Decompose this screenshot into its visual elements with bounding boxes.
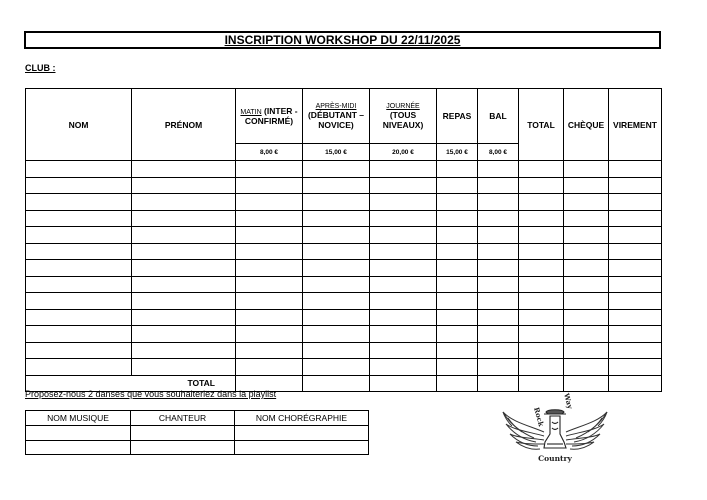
songs-header-row [26, 411, 369, 426]
entry-cell[interactable] [437, 161, 478, 178]
entry-row [26, 210, 662, 227]
entry-cell[interactable] [370, 227, 437, 244]
price-journee: 20,00 € [370, 144, 437, 161]
entry-cell[interactable] [236, 359, 303, 376]
entry-cell[interactable] [519, 210, 564, 227]
entry-cell[interactable] [609, 293, 662, 310]
entry-cell[interactable] [519, 227, 564, 244]
entry-cell[interactable] [26, 161, 132, 178]
entry-cell[interactable] [132, 260, 236, 277]
entry-cell[interactable] [609, 309, 662, 326]
col-header-apres-midi-main: (DÉBUTANT – NOVICE) [307, 109, 365, 130]
total-cell[interactable] [370, 375, 437, 392]
song-row [26, 440, 369, 455]
entry-cell[interactable] [564, 161, 609, 178]
entry-cell[interactable] [478, 326, 519, 343]
entry-cell[interactable] [437, 260, 478, 277]
entry-cell[interactable] [236, 177, 303, 194]
logo-word-left: Rock [532, 406, 546, 428]
song-cell[interactable] [131, 426, 235, 441]
entry-cell[interactable] [132, 243, 236, 260]
entry-cell[interactable] [236, 243, 303, 260]
col-header-total: TOTAL [519, 89, 564, 161]
entry-cell[interactable] [564, 276, 609, 293]
entry-cell[interactable] [437, 194, 478, 211]
entry-cell[interactable] [236, 342, 303, 359]
entry-cell[interactable] [437, 276, 478, 293]
entry-cell[interactable] [564, 326, 609, 343]
entry-cell[interactable] [609, 194, 662, 211]
song-cell[interactable] [235, 440, 369, 455]
entry-cell[interactable] [519, 326, 564, 343]
playlist-note: Proposez-nous 2 danses que vous souhaiteriez dans la playlist [25, 389, 277, 399]
entry-cell[interactable] [132, 326, 236, 343]
songs-header-choreography: NOM CHORÉGRAPHIE [235, 411, 369, 426]
entry-cell[interactable] [609, 326, 662, 343]
price-repas: 15,00 € [437, 144, 478, 161]
entry-row [26, 161, 662, 178]
song-cell[interactable] [131, 440, 235, 455]
col-header-matin [236, 89, 303, 144]
songs-header-music: NOM MUSIQUE [26, 411, 131, 426]
entry-cell[interactable] [132, 276, 236, 293]
songs-header-singer: CHANTEUR [131, 411, 235, 426]
entry-cell[interactable] [303, 342, 370, 359]
entry-cell[interactable] [303, 227, 370, 244]
entry-cell[interactable] [26, 177, 132, 194]
entry-cell[interactable] [437, 309, 478, 326]
entry-cell[interactable] [437, 359, 478, 376]
entry-cell[interactable] [564, 309, 609, 326]
entry-cell[interactable] [609, 161, 662, 178]
entry-cell[interactable] [609, 359, 662, 376]
col-header-matin-sub: MATIN [240, 109, 262, 116]
entry-row [26, 342, 662, 359]
entry-cell[interactable] [370, 260, 437, 277]
entry-cell[interactable] [370, 293, 437, 310]
entry-row [26, 243, 662, 260]
entry-cell[interactable] [236, 194, 303, 211]
entry-cell[interactable] [26, 243, 132, 260]
song-row [26, 426, 369, 441]
entry-cell[interactable] [132, 359, 236, 376]
col-header-bal: BAL [478, 89, 519, 144]
entry-cell[interactable] [609, 276, 662, 293]
entry-cell[interactable] [370, 243, 437, 260]
entry-cell[interactable] [132, 227, 236, 244]
entry-row [26, 260, 662, 277]
entry-cell[interactable] [437, 342, 478, 359]
entry-cell[interactable] [370, 309, 437, 326]
entry-cell[interactable] [26, 293, 132, 310]
entry-cell[interactable] [370, 326, 437, 343]
entry-cell[interactable] [564, 210, 609, 227]
entry-cell[interactable] [478, 260, 519, 277]
col-header-virement: VIREMENT [609, 89, 662, 161]
entry-cell[interactable] [132, 293, 236, 310]
entry-cell[interactable] [478, 210, 519, 227]
entry-cell[interactable] [609, 260, 662, 277]
logo-word-bottom: Country [538, 454, 572, 463]
col-header-repas: REPAS [437, 89, 478, 144]
entry-row [26, 359, 662, 376]
entry-cell[interactable] [303, 194, 370, 211]
entry-row [26, 276, 662, 293]
entry-cell[interactable] [519, 161, 564, 178]
club-label: CLUB : [25, 63, 56, 73]
entry-row [26, 177, 662, 194]
col-header-prenom: PRÉNOM [132, 89, 236, 161]
entry-cell[interactable] [564, 359, 609, 376]
entry-cell[interactable] [303, 243, 370, 260]
title-box [24, 31, 661, 49]
col-header-apres-midi-sub: APRÈS-MIDI [315, 102, 357, 110]
entry-cell[interactable] [26, 359, 132, 376]
col-header-apres-midi [303, 89, 370, 144]
entry-cell[interactable] [132, 342, 236, 359]
price-apres-midi: 15,00 € [303, 144, 370, 161]
col-header-matin-main: (INTER - CONFIRMÉ) [244, 106, 298, 126]
entry-cell[interactable] [236, 326, 303, 343]
entry-cell[interactable] [370, 161, 437, 178]
entry-cell[interactable] [609, 342, 662, 359]
entry-cell[interactable] [478, 227, 519, 244]
entry-cell[interactable] [303, 177, 370, 194]
entry-cell[interactable] [132, 177, 236, 194]
entry-cell[interactable] [564, 227, 609, 244]
entry-cell[interactable] [519, 359, 564, 376]
entry-cell[interactable] [303, 276, 370, 293]
entry-cell[interactable] [437, 326, 478, 343]
col-header-journee [370, 89, 437, 144]
song-cell[interactable] [26, 440, 131, 455]
entry-cell[interactable] [478, 194, 519, 211]
entry-cell[interactable] [26, 276, 132, 293]
entry-cell[interactable] [303, 260, 370, 277]
entry-cell[interactable] [564, 194, 609, 211]
entry-cell[interactable] [437, 177, 478, 194]
entry-cell[interactable] [478, 293, 519, 310]
entry-cell[interactable] [437, 293, 478, 310]
entry-cell[interactable] [303, 326, 370, 343]
entry-cell[interactable] [26, 326, 132, 343]
entry-cell[interactable] [564, 243, 609, 260]
entry-cell[interactable] [609, 210, 662, 227]
entry-cell[interactable] [236, 161, 303, 178]
col-header-journee-main: (TOUS NIVEAUX) [382, 109, 424, 130]
entry-row [26, 293, 662, 310]
entry-cell[interactable] [132, 210, 236, 227]
entry-cell[interactable] [26, 194, 132, 211]
entry-cell[interactable] [370, 177, 437, 194]
total-cell[interactable] [303, 375, 370, 392]
entry-cell[interactable] [478, 243, 519, 260]
songs-table [25, 410, 369, 455]
entry-cell[interactable] [478, 177, 519, 194]
entry-cell[interactable] [437, 243, 478, 260]
entry-cell[interactable] [26, 210, 132, 227]
entry-cell[interactable] [303, 161, 370, 178]
entry-cell[interactable] [236, 227, 303, 244]
entry-cell[interactable] [132, 309, 236, 326]
entry-cell[interactable] [370, 210, 437, 227]
entry-cell[interactable] [236, 276, 303, 293]
entry-cell[interactable] [609, 227, 662, 244]
entry-cell[interactable] [303, 309, 370, 326]
entry-cell[interactable] [519, 177, 564, 194]
entry-cell[interactable] [519, 194, 564, 211]
song-cell[interactable] [235, 426, 369, 441]
total-cell[interactable] [609, 375, 662, 392]
entry-cell[interactable] [437, 227, 478, 244]
entry-cell[interactable] [519, 342, 564, 359]
entry-row [26, 227, 662, 244]
entry-cell[interactable] [236, 260, 303, 277]
entry-cell[interactable] [478, 161, 519, 178]
entry-cell[interactable] [26, 342, 132, 359]
entry-cell[interactable] [370, 276, 437, 293]
entry-cell[interactable] [519, 260, 564, 277]
entry-cell[interactable] [564, 293, 609, 310]
entry-cell[interactable] [370, 359, 437, 376]
entry-cell[interactable] [519, 276, 564, 293]
registration-table [25, 88, 662, 392]
price-bal: 8,00 € [478, 144, 519, 161]
entry-cell[interactable] [370, 194, 437, 211]
entry-cell[interactable] [609, 177, 662, 194]
col-header-journee-sub: JOURNÉE [386, 102, 420, 110]
entry-cell[interactable] [609, 243, 662, 260]
entry-cell[interactable] [236, 210, 303, 227]
song-cell[interactable] [26, 426, 131, 441]
entry-row [26, 326, 662, 343]
entry-cell[interactable] [564, 177, 609, 194]
entry-cell[interactable] [26, 227, 132, 244]
entry-cell[interactable] [519, 243, 564, 260]
entry-row [26, 194, 662, 211]
entry-cell[interactable] [132, 194, 236, 211]
col-header-cheque: CHÈQUE [564, 89, 609, 161]
entry-cell[interactable] [478, 309, 519, 326]
entry-row [26, 309, 662, 326]
entry-cell[interactable] [437, 210, 478, 227]
price-matin: 8,00 € [236, 144, 303, 161]
entry-cell[interactable] [564, 342, 609, 359]
entry-cell[interactable] [370, 342, 437, 359]
right-wing-icon [566, 412, 607, 449]
entry-cell[interactable] [303, 210, 370, 227]
entry-cell[interactable] [478, 359, 519, 376]
logo-word-right: Way [562, 392, 575, 410]
entry-cell[interactable] [26, 309, 132, 326]
entry-cell[interactable] [564, 260, 609, 277]
cowboy-boot-icon [544, 410, 566, 448]
entry-cell[interactable] [519, 309, 564, 326]
entry-cell[interactable] [519, 293, 564, 310]
entry-cell[interactable] [478, 342, 519, 359]
entry-cell[interactable] [478, 276, 519, 293]
col-header-nom: NOM [26, 89, 132, 161]
entry-cell[interactable] [236, 309, 303, 326]
entry-cell[interactable] [303, 293, 370, 310]
entry-cell[interactable] [26, 260, 132, 277]
rock-way-country-logo [500, 382, 610, 464]
entry-cell[interactable] [236, 293, 303, 310]
page-title: INSCRIPTION WORKSHOP DU 22/11/2025 [224, 33, 461, 47]
total-cell[interactable] [437, 375, 478, 392]
total-row-label: TOTAL [26, 375, 236, 392]
entry-cell[interactable] [303, 359, 370, 376]
entry-rows [26, 161, 662, 376]
header-row [26, 89, 662, 144]
entry-cell[interactable] [132, 161, 236, 178]
